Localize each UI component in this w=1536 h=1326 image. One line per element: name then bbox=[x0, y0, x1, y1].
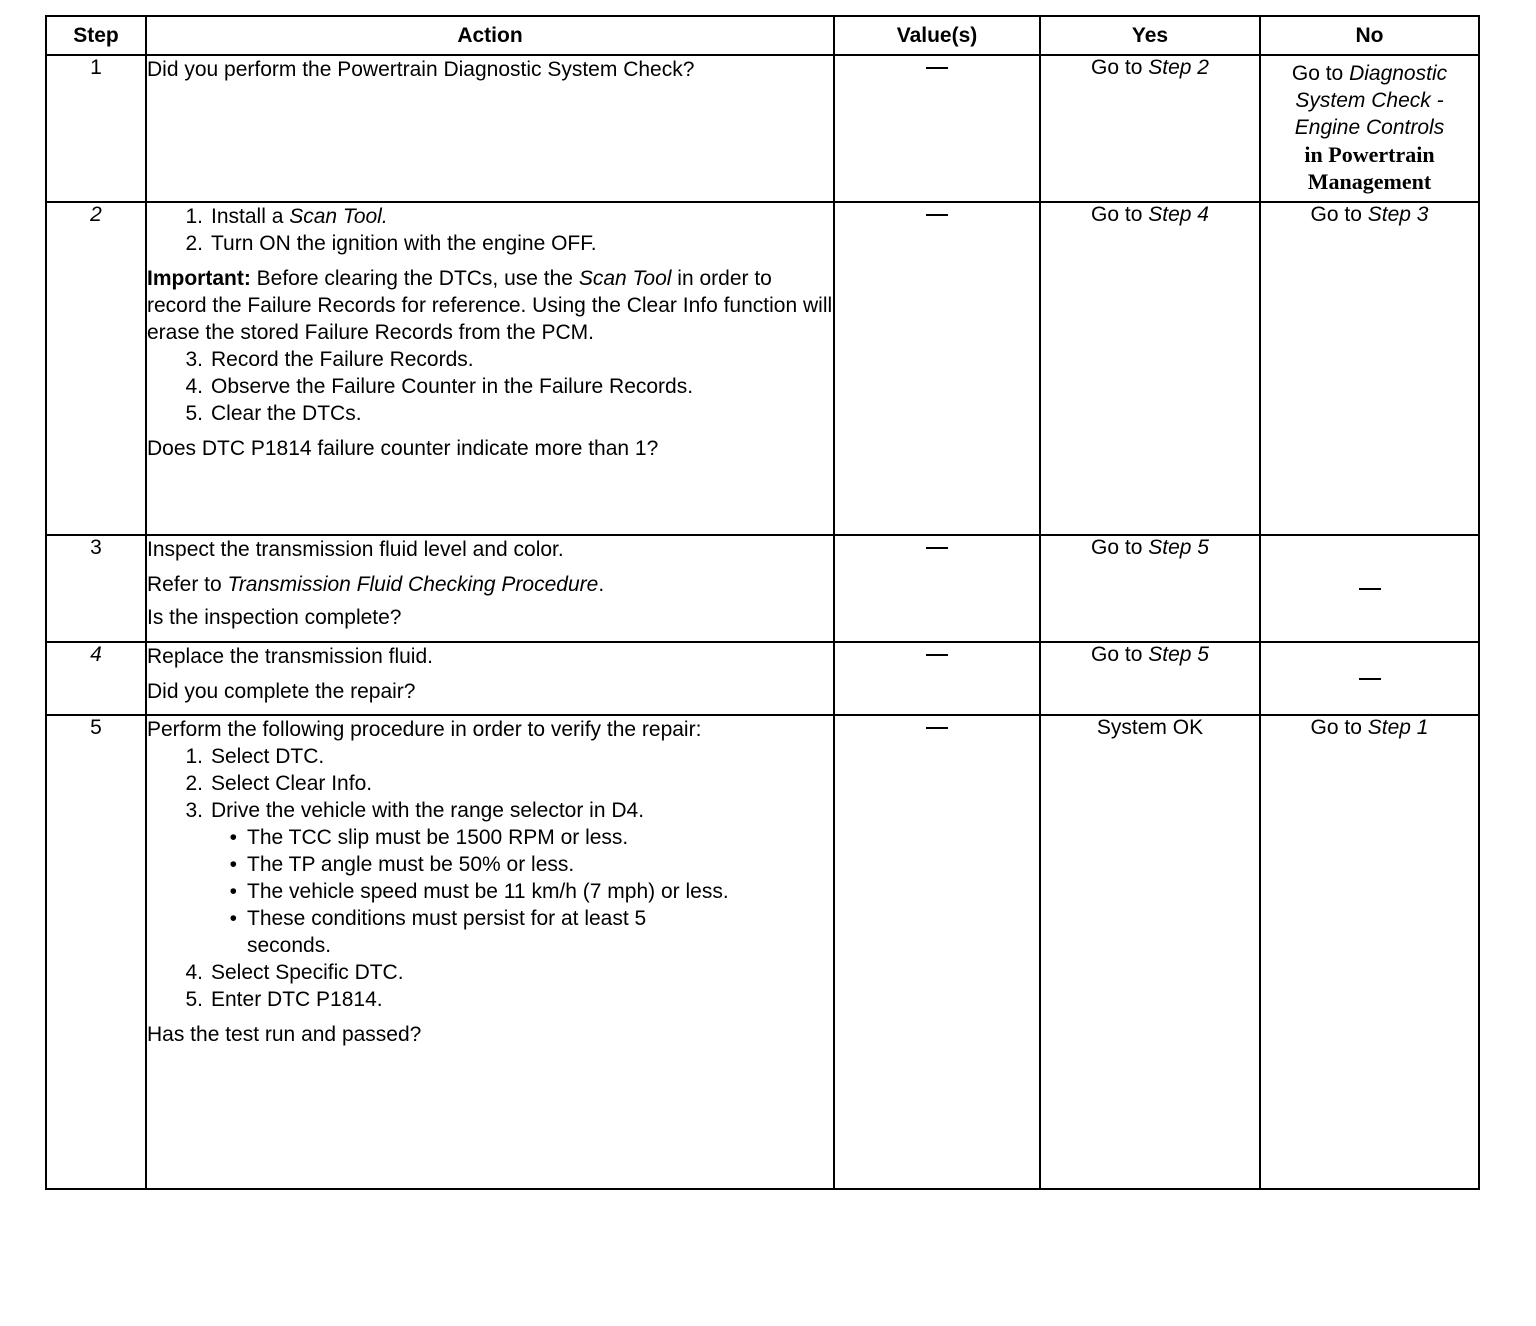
no-dash bbox=[1359, 588, 1381, 590]
step-link[interactable]: Step 1 bbox=[1367, 716, 1429, 739]
table-row-step-4 bbox=[46, 642, 1479, 715]
bullet-item: • These conditions must persist for at least 5 seconds. bbox=[229, 907, 647, 957]
list-item: 5. Clear the DTCs. bbox=[185, 402, 362, 425]
table-row-step-3 bbox=[46, 535, 1479, 642]
table-row-step-1 bbox=[46, 55, 1479, 202]
scan-tool-link[interactable]: Scan Tool bbox=[578, 267, 672, 290]
procedure-link[interactable]: Transmission Fluid Checking Procedure bbox=[227, 573, 599, 596]
header-value: Value(s) bbox=[834, 16, 1040, 55]
step-link[interactable]: Step 4 bbox=[1148, 203, 1209, 226]
value-dash bbox=[926, 654, 948, 656]
list-item: 3. Drive the vehicle with the range selector in D4. bbox=[185, 799, 645, 822]
list-item: 3. Record the Failure Records. bbox=[185, 348, 474, 371]
header-action: Action bbox=[146, 16, 834, 55]
action-cell: Replace the transmission fluid. Did you complete the repair? bbox=[146, 642, 834, 715]
value-dash bbox=[926, 727, 948, 729]
important-note: Important: Before clearing the DTCs, use the Scan Tool in order to record the Failure Records for reference. Using the Clear Info function will erase the stored Failure Records from the PCM. bbox=[147, 267, 833, 344]
step-link[interactable]: Step 5 bbox=[1148, 643, 1209, 666]
value-cell bbox=[834, 202, 1040, 535]
list-item: 4. Select Specific DTC. bbox=[185, 961, 404, 984]
step-link[interactable]: Step 5 bbox=[1148, 536, 1209, 559]
list-item: 2. Turn ON the ignition with the engine OFF. bbox=[185, 232, 597, 255]
value-cell bbox=[834, 715, 1040, 1189]
step-number: 1 bbox=[46, 55, 146, 202]
list-item: 2. Select Clear Info. bbox=[185, 772, 373, 795]
value-dash bbox=[926, 67, 948, 69]
action-cell bbox=[146, 202, 834, 535]
step-number: 2 bbox=[46, 202, 146, 535]
bullet-item: • The vehicle speed must be 11 km/h (7 mph) or less. bbox=[229, 880, 729, 903]
yes-cell: System OK bbox=[1040, 715, 1260, 1189]
step-number: 5 bbox=[46, 715, 146, 1189]
no-cell bbox=[1260, 642, 1479, 715]
no-cell: Go to Step 3 bbox=[1260, 202, 1479, 535]
header-row bbox=[46, 16, 1479, 55]
no-cell: Go to Step 1 bbox=[1260, 715, 1479, 1189]
step-link[interactable]: Step 2 bbox=[1148, 56, 1209, 79]
diagnostic-link[interactable]: Diagnostic bbox=[1349, 62, 1448, 85]
yes-cell: Go to Step 2 bbox=[1040, 55, 1260, 202]
scan-tool-link[interactable]: Scan Tool. bbox=[289, 205, 388, 228]
value-dash bbox=[926, 547, 948, 549]
bullet-item: • The TCC slip must be 1500 RPM or less. bbox=[229, 826, 629, 849]
no-cell: Go to Diagnostic System Check - Engine Controls in Powertrain Management bbox=[1260, 55, 1479, 202]
action-cell: Perform the following procedure in order to verify the repair: 1. Select DTC. 2. Select Clear Info. 3. Drive the vehicle with the range selector in D4. • The TCC slip must be 1500 RPM or less. • The TP angle must be 50% or less. • The vehicle speed must be 11 km/h (7 mph) or less. • These conditions must persist for at least 5 seconds. 4. Select Specific DTC. 5. Enter DTC P1814. Has the test run and passed? bbox=[146, 715, 834, 1189]
action-question: Did you perform the Powertrain Diagnostic System Check? bbox=[147, 58, 695, 81]
action-question: Has the test run and passed? bbox=[147, 1023, 422, 1046]
list-item: 1. Install a Scan Tool. bbox=[185, 205, 388, 228]
action-question: Is the inspection complete? bbox=[147, 606, 402, 629]
value-cell bbox=[834, 55, 1040, 202]
action-cell bbox=[146, 55, 834, 202]
value-cell bbox=[834, 535, 1040, 642]
list-item: 1. Select DTC. bbox=[185, 745, 325, 768]
bullet-item: • The TP angle must be 50% or less. bbox=[229, 853, 575, 876]
yes-cell: Go to Step 5 bbox=[1040, 642, 1260, 715]
action-cell: Inspect the transmission fluid level and color. Refer to Transmission Fluid Checking Procedure. Is the inspection complete? bbox=[146, 535, 834, 642]
step-link[interactable]: Step 3 bbox=[1367, 203, 1429, 226]
step-number: 4 bbox=[46, 642, 146, 715]
yes-cell: Go to Step 5 bbox=[1040, 535, 1260, 642]
header-step: Step bbox=[46, 16, 146, 55]
yes-cell: Go to Step 4 bbox=[1040, 202, 1260, 535]
action-question: Did you complete the repair? bbox=[147, 680, 416, 703]
list-item: 5. Enter DTC P1814. bbox=[185, 988, 383, 1011]
action-question: Does DTC P1814 failure counter indicate more than 1? bbox=[147, 437, 659, 460]
value-dash bbox=[926, 214, 948, 216]
step-number: 3 bbox=[46, 535, 146, 642]
value-cell bbox=[834, 642, 1040, 715]
no-cell bbox=[1260, 535, 1479, 642]
table-row-step-2 bbox=[46, 202, 1479, 535]
diagnostic-table bbox=[45, 15, 1480, 1190]
list-item: 4. Observe the Failure Counter in the Failure Records. bbox=[185, 375, 694, 398]
no-dash bbox=[1359, 678, 1381, 680]
header-no: No bbox=[1260, 16, 1479, 55]
table-row-step-5 bbox=[46, 715, 1479, 1189]
header-yes: Yes bbox=[1040, 16, 1260, 55]
